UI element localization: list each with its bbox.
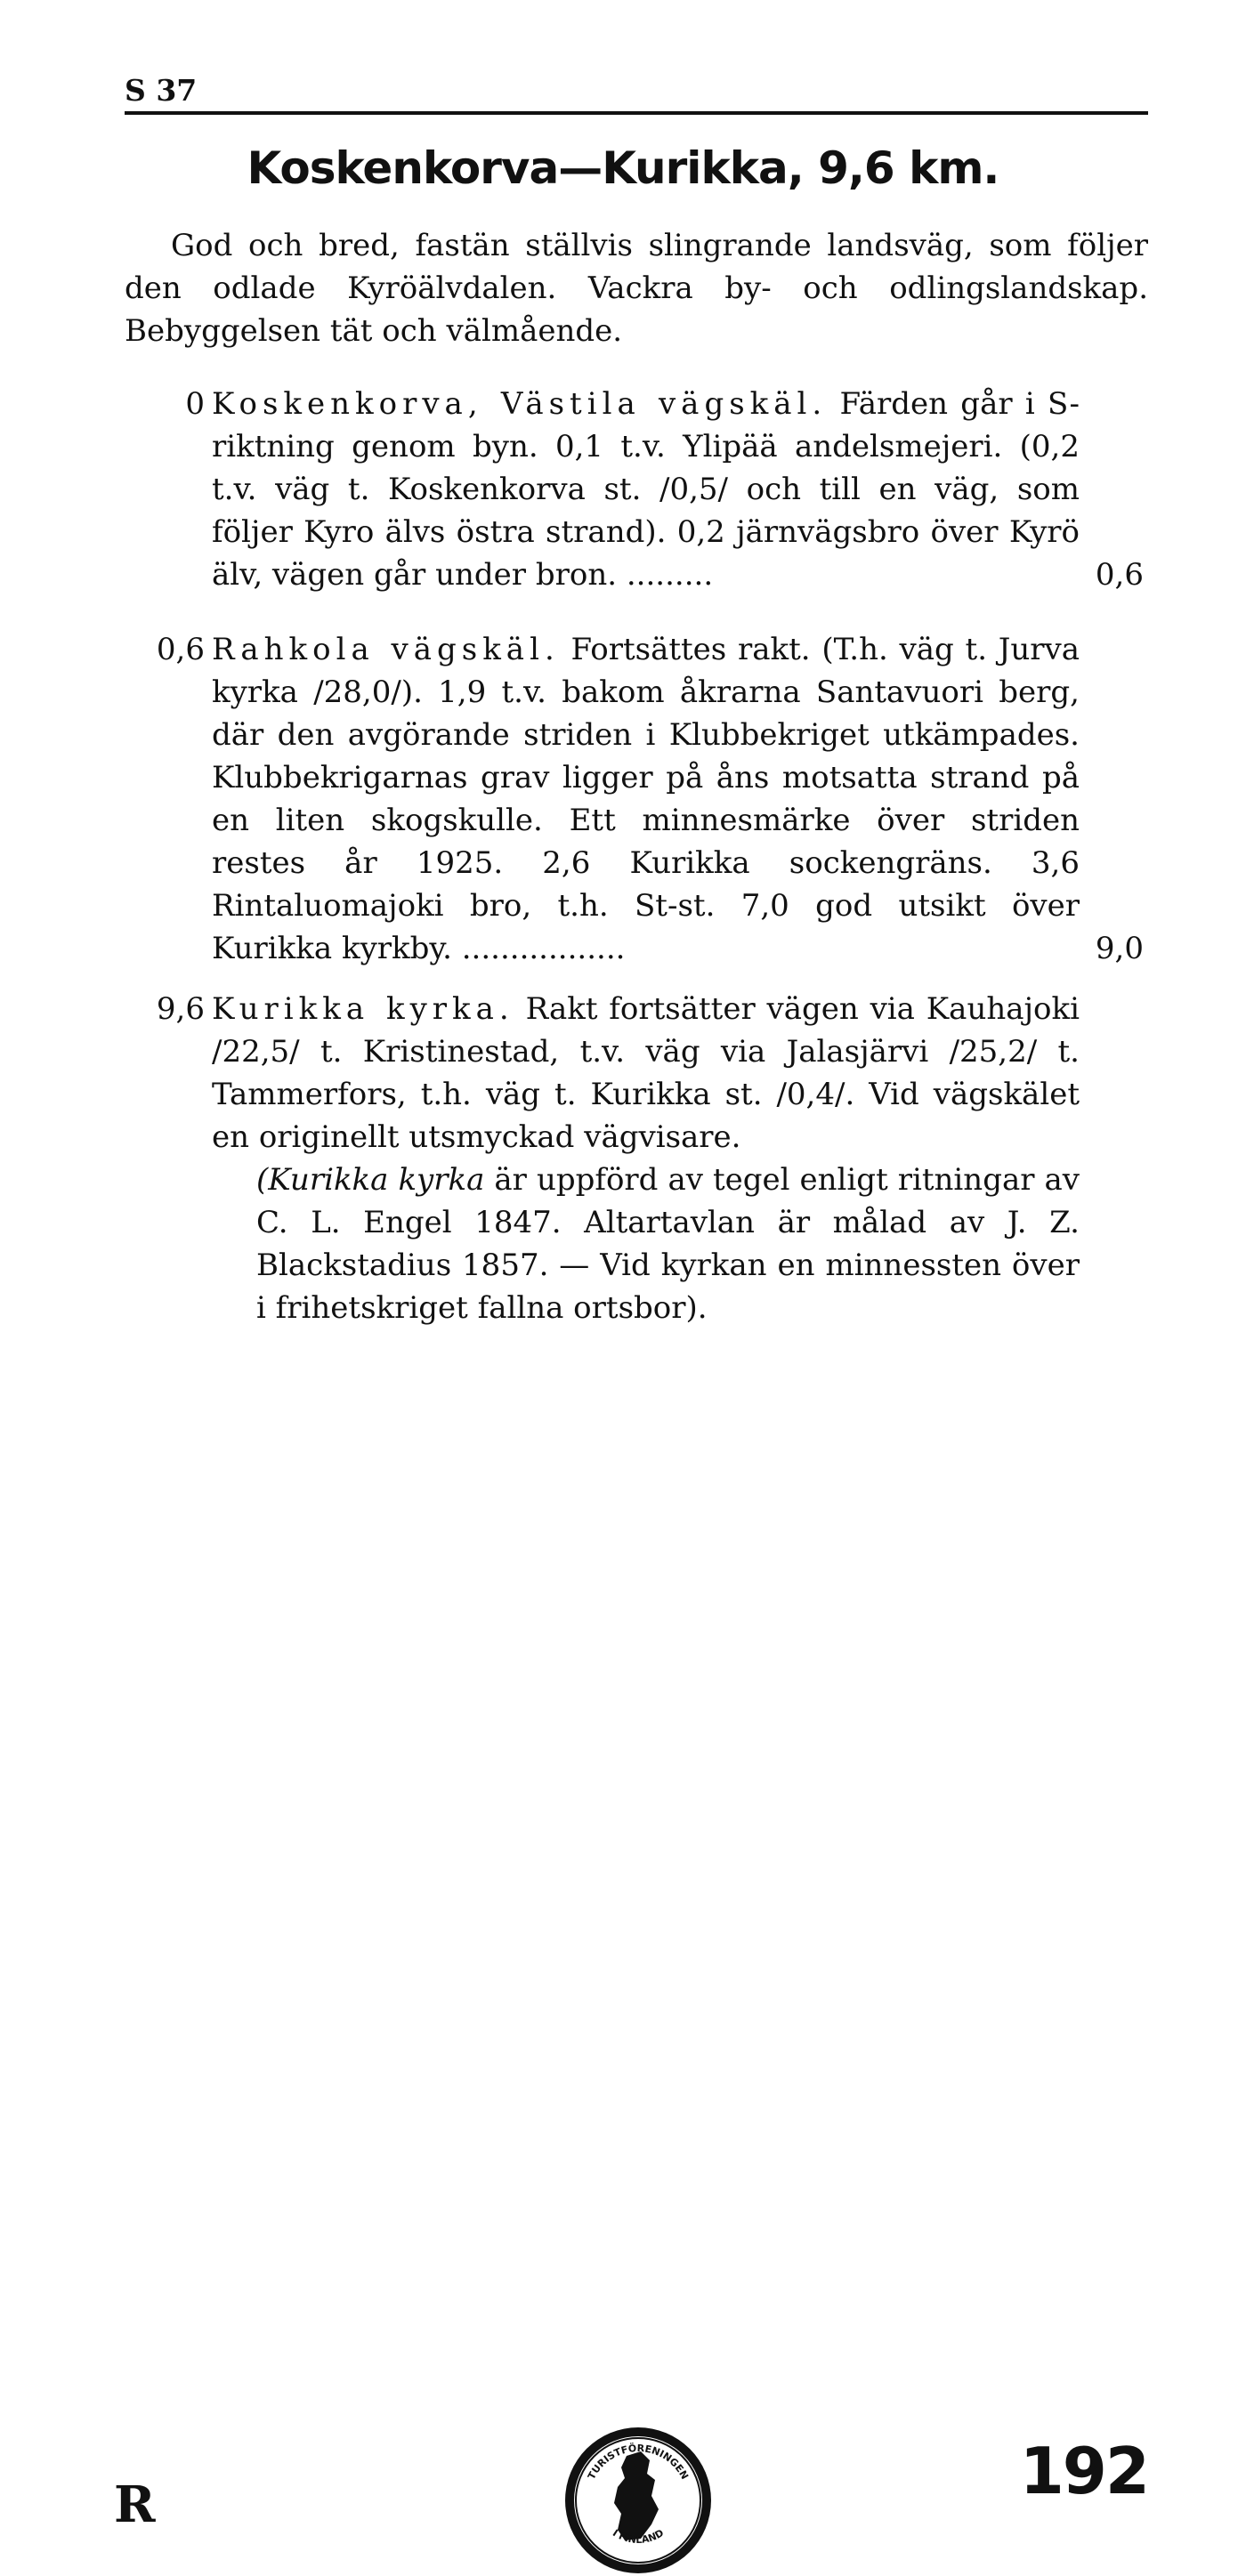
note-church-name: (Kurikka kyrka [256, 1162, 485, 1198]
km-end: 9,0 [1095, 931, 1144, 966]
header-rule [125, 111, 1148, 115]
logo-top-text: TURISTFÖRENINGEN [585, 2442, 691, 2482]
church-note [256, 1159, 1080, 1329]
km-start: 0 [185, 386, 205, 422]
entry-text: Färden går i S-riktning genom byn. 0,1 t.v. Ylipää andelsmejeri. (0,2 t.v. väg t. Koskenkorva st. /0,5/ och till en väg, som följer Kyro älvs östra strand). 0,2 järnvägsbro över Kyrö älv, vägen går under bron. [212, 386, 1080, 593]
km-start: 9,6 [156, 991, 205, 1027]
entry-body [212, 383, 1080, 596]
entry-body [212, 988, 1080, 1159]
place-name: Kurikka kyrka. [212, 991, 514, 1027]
entry-text: Rakt fortsätter vägen via Kauhajoki /22,5/ t. Kristinestad, t.v. väg via Jalasjärvi /25,2/ t. Tammerfors, t.h. väg t. Kurikka st. /0,4/. Vid vägskälet en originellt utsmyckad vägvisare. [212, 991, 1080, 1155]
signature-mark: R [114, 2475, 156, 2534]
page-header [125, 73, 1148, 108]
entry-text: Fortsättes rakt. (T.h. väg t. Jurva kyrka /28,0/). 1,9 t.v. bakom åkrarna Santavuori berg, där den avgörande striden i Klubbekriget utkämpades. Klubbekrigarnas grav ligger på åns motsatta strand på en liten skogskulle. Ett minnesmärke över striden restes år 1925. 2,6 Kurikka sockengräns. 3,6 Rintaluomajoki bro, t.h. St-st. 7,0 god utsikt över Kurikka kyrkby. [212, 632, 1080, 966]
note-text: är uppförd av tegel enligt ritningar av C. L. Engel 1847. Altartavlan är målad av J. Z. Blackstadius 1857. — Vid kyrkan en minnessten över i frihetskriget fallna ortsbor). [256, 1162, 1080, 1326]
dot-leader: ......... [626, 557, 714, 593]
route-code: S 37 [125, 73, 198, 108]
km-end: 0,6 [1095, 557, 1144, 593]
logo-bottom-text: I FINLAND [610, 2527, 666, 2547]
page-number: 192 [1019, 2434, 1148, 2508]
route-intro: God och bred, fastän ställvis slingrande landsväg, som följer den odlade Kyröälvdalen. Vackra by- och odlingslandskap. Bebyggelsen tät och välmående. [125, 228, 1148, 349]
dot-leader: ................. [461, 931, 626, 966]
place-name: Koskenkorva, Västila vägskäl. [212, 386, 828, 422]
km-start: 0,6 [156, 632, 205, 667]
route-title: Koskenkorva—Kurikka, 9,6 km. [247, 142, 999, 194]
tourist-association-logo [562, 2425, 714, 2576]
entry-body [212, 628, 1080, 970]
place-name: Rahkola vägskäl. [212, 632, 560, 667]
